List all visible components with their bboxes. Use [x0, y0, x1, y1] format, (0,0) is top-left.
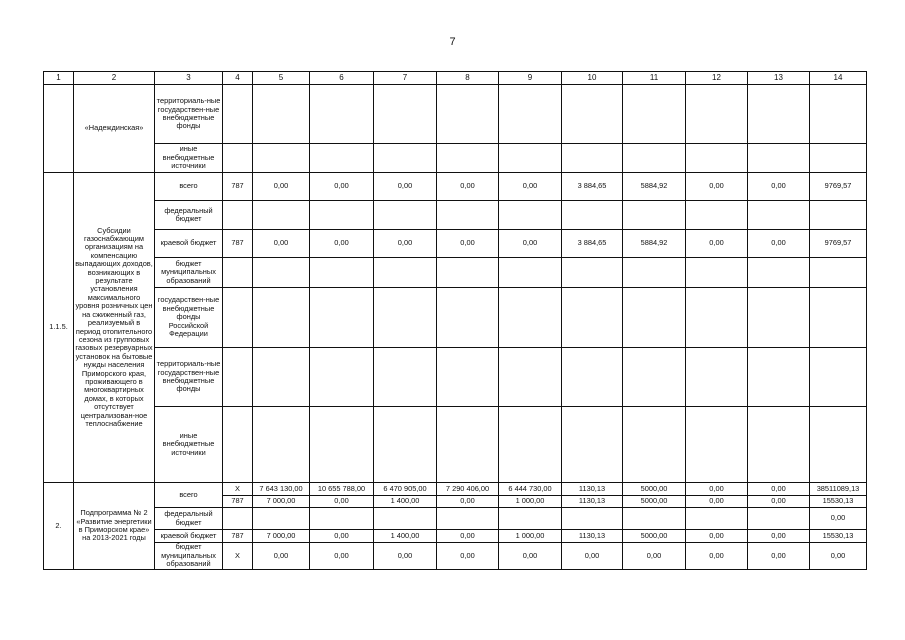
empty-cell — [499, 144, 562, 173]
value-cell-c5 — [253, 508, 310, 530]
header-cell: 14 — [810, 72, 867, 85]
value-cell-c11: 5884,92 — [623, 230, 686, 258]
header-cell: 9 — [499, 72, 562, 85]
value-cell-c6 — [310, 201, 374, 230]
value-cell-c6: 10 655 788,00 — [310, 483, 374, 496]
value-cell-c11: 5884,92 — [623, 173, 686, 201]
value-cell-c14 — [810, 407, 867, 483]
value-cell-c12: 0,00 — [686, 530, 748, 543]
value-cell-c13: 0,00 — [748, 496, 810, 508]
value-cell-c8 — [437, 258, 499, 288]
value-cell-c13: 0,00 — [748, 543, 810, 570]
value-cell-c4 — [223, 508, 253, 530]
value-cell-c12 — [686, 201, 748, 230]
funding-source-cell: краевой бюджет — [155, 530, 223, 543]
value-cell-c13: 0,00 — [748, 483, 810, 496]
empty-cell — [623, 85, 686, 144]
value-cell-c10 — [562, 288, 623, 348]
value-cell-c4 — [223, 288, 253, 348]
funding-source-cell: иные внебюджетные источники — [155, 144, 223, 173]
empty-cell — [310, 85, 374, 144]
table-row — [44, 85, 867, 144]
header-cell: 5 — [253, 72, 310, 85]
value-cell-c14: 15530,13 — [810, 530, 867, 543]
header-cell: 10 — [562, 72, 623, 85]
value-cell-c4 — [223, 201, 253, 230]
value-cell-c12: 0,00 — [686, 173, 748, 201]
row-id-cell — [44, 85, 74, 173]
value-cell-c9: 0,00 — [499, 173, 562, 201]
value-cell-c14 — [810, 258, 867, 288]
table-row — [44, 258, 867, 288]
value-cell-c8: 0,00 — [437, 543, 499, 570]
budget-table — [43, 71, 867, 570]
value-cell-c13 — [748, 407, 810, 483]
section-name-cell: Субсидии газоснабжающим организациям на компенсацию выпадающих доходов, возникающих в результате установления максимального уровня розничных цен на сжиженный газ, реализуемый в период отопительного сезона из групповых газовых резервуарных установок на бытовые нужды населения Приморского края, проживающего в многоквартирных домах, в которых отсутствует централизован-ное теплоснабжение — [74, 173, 155, 483]
empty-cell — [748, 144, 810, 173]
value-cell-c14 — [810, 288, 867, 348]
value-cell-c4 — [223, 258, 253, 288]
page-number: 7 — [449, 36, 456, 48]
table-row — [44, 230, 867, 258]
empty-cell — [253, 144, 310, 173]
value-cell-c13 — [748, 201, 810, 230]
value-cell-c11 — [623, 407, 686, 483]
header-row — [44, 72, 867, 85]
value-cell-c14 — [810, 201, 867, 230]
value-cell-c8: 0,00 — [437, 230, 499, 258]
value-cell-c11 — [623, 348, 686, 407]
value-cell-c14 — [810, 348, 867, 407]
value-cell-c7 — [374, 348, 437, 407]
value-cell-c9: 6 444 730,00 — [499, 483, 562, 496]
value-cell-c9 — [499, 508, 562, 530]
table-row — [44, 348, 867, 407]
value-cell-c10 — [562, 201, 623, 230]
empty-cell — [499, 85, 562, 144]
value-cell-c6: 0,00 — [310, 230, 374, 258]
empty-cell — [810, 85, 867, 144]
empty-cell — [686, 85, 748, 144]
table-row — [44, 543, 867, 570]
value-cell-c9 — [499, 258, 562, 288]
value-cell-c8 — [437, 201, 499, 230]
value-cell-c12 — [686, 508, 748, 530]
table-row — [44, 201, 867, 230]
value-cell-c13 — [748, 258, 810, 288]
value-cell-c5 — [253, 407, 310, 483]
value-cell-c7: 1 400,00 — [374, 530, 437, 543]
value-cell-c7 — [374, 258, 437, 288]
value-cell-c11 — [623, 201, 686, 230]
value-cell-c14: 9769,57 — [810, 230, 867, 258]
value-cell-c5: 7 000,00 — [253, 496, 310, 508]
value-cell-c11: 5000,00 — [623, 483, 686, 496]
value-cell-c9 — [499, 348, 562, 407]
value-cell-c5: 0,00 — [253, 543, 310, 570]
value-cell-c5: 7 643 130,00 — [253, 483, 310, 496]
funding-source-cell: территориаль-ные государствен-ные внебюджетные фонды — [155, 348, 223, 407]
value-cell-c13 — [748, 508, 810, 530]
value-cell-c9 — [499, 201, 562, 230]
value-cell-c5 — [253, 201, 310, 230]
empty-cell — [810, 144, 867, 173]
table-row — [44, 483, 867, 496]
value-cell-c11: 5000,00 — [623, 530, 686, 543]
section-id-cell: 2. — [44, 483, 74, 570]
value-cell-c6 — [310, 258, 374, 288]
value-cell-c4: X — [223, 543, 253, 570]
empty-cell — [223, 85, 253, 144]
funding-source-cell: территориаль-ные государствен-ные внебюджетные фонды — [155, 85, 223, 144]
section-name-cell: Подпрограмма № 2 «Развитие энергетики в Приморском крае» на 2013-2021 годы — [74, 483, 155, 570]
value-cell-c11: 0,00 — [623, 543, 686, 570]
table-body — [44, 72, 867, 570]
empty-cell — [223, 144, 253, 173]
value-cell-c5 — [253, 348, 310, 407]
value-cell-c8 — [437, 407, 499, 483]
value-cell-c14: 0,00 — [810, 543, 867, 570]
empty-cell — [374, 85, 437, 144]
funding-source-cell: всего — [155, 483, 223, 508]
value-cell-c9: 0,00 — [499, 543, 562, 570]
section-id-cell: 1.1.5. — [44, 173, 74, 483]
header-cell: 6 — [310, 72, 374, 85]
empty-cell — [310, 144, 374, 173]
empty-cell — [437, 85, 499, 144]
value-cell-c12 — [686, 288, 748, 348]
value-cell-c8 — [437, 348, 499, 407]
value-cell-c7: 0,00 — [374, 543, 437, 570]
funding-source-cell: бюджет муниципальных образований — [155, 543, 223, 570]
empty-cell — [623, 144, 686, 173]
value-cell-c6: 0,00 — [310, 173, 374, 201]
table-row — [44, 508, 867, 530]
funding-source-cell: федеральный бюджет — [155, 508, 223, 530]
header-cell: 1 — [44, 72, 74, 85]
value-cell-c7: 1 400,00 — [374, 496, 437, 508]
value-cell-c6: 0,00 — [310, 496, 374, 508]
value-cell-c7: 0,00 — [374, 173, 437, 201]
table-row — [44, 530, 867, 543]
value-cell-c6 — [310, 288, 374, 348]
value-cell-c4 — [223, 407, 253, 483]
value-cell-c6 — [310, 407, 374, 483]
value-cell-c8: 0,00 — [437, 496, 499, 508]
value-cell-c4: X — [223, 483, 253, 496]
value-cell-c12 — [686, 348, 748, 407]
value-cell-c10: 1130,13 — [562, 530, 623, 543]
value-cell-c10: 3 884,65 — [562, 230, 623, 258]
value-cell-c13: 0,00 — [748, 173, 810, 201]
value-cell-c5: 0,00 — [253, 230, 310, 258]
empty-cell — [374, 144, 437, 173]
value-cell-c5: 7 000,00 — [253, 530, 310, 543]
value-cell-c6 — [310, 508, 374, 530]
value-cell-c8: 0,00 — [437, 173, 499, 201]
value-cell-c10: 0,00 — [562, 543, 623, 570]
value-cell-c7 — [374, 201, 437, 230]
value-cell-c9: 0,00 — [499, 230, 562, 258]
header-cell: 8 — [437, 72, 499, 85]
funding-source-cell: государствен-ные внебюджетные фонды Российской Федерации — [155, 288, 223, 348]
empty-cell — [562, 144, 623, 173]
header-cell: 12 — [686, 72, 748, 85]
value-cell-c4: 787 — [223, 173, 253, 201]
value-cell-c10: 3 884,65 — [562, 173, 623, 201]
value-cell-c14: 15530,13 — [810, 496, 867, 508]
value-cell-c13 — [748, 288, 810, 348]
value-cell-c11 — [623, 288, 686, 348]
table-row — [44, 288, 867, 348]
value-cell-c8: 0,00 — [437, 530, 499, 543]
header-cell: 13 — [748, 72, 810, 85]
value-cell-c12 — [686, 258, 748, 288]
header-cell: 7 — [374, 72, 437, 85]
value-cell-c4 — [223, 348, 253, 407]
value-cell-c14: 9769,57 — [810, 173, 867, 201]
value-cell-c11: 5000,00 — [623, 496, 686, 508]
value-cell-c10 — [562, 407, 623, 483]
value-cell-c10: 1130,13 — [562, 483, 623, 496]
funding-source-cell: бюджет муниципальных образований — [155, 258, 223, 288]
value-cell-c8: 7 290 406,00 — [437, 483, 499, 496]
table-row — [44, 144, 867, 173]
value-cell-c12: 0,00 — [686, 483, 748, 496]
empty-cell — [686, 144, 748, 173]
value-cell-c7 — [374, 288, 437, 348]
empty-cell — [437, 144, 499, 173]
value-cell-c6 — [310, 348, 374, 407]
value-cell-c10: 1130,13 — [562, 496, 623, 508]
value-cell-c13 — [748, 348, 810, 407]
value-cell-c10 — [562, 258, 623, 288]
value-cell-c7 — [374, 407, 437, 483]
value-cell-c6: 0,00 — [310, 543, 374, 570]
value-cell-c4: 787 — [223, 230, 253, 258]
value-cell-c13: 0,00 — [748, 230, 810, 258]
value-cell-c13: 0,00 — [748, 530, 810, 543]
item-name-cell: «Надеждинская» — [74, 85, 155, 173]
header-cell: 11 — [623, 72, 686, 85]
value-cell-c5 — [253, 288, 310, 348]
header-cell: 2 — [74, 72, 155, 85]
value-cell-c9 — [499, 407, 562, 483]
empty-cell — [748, 85, 810, 144]
value-cell-c12: 0,00 — [686, 496, 748, 508]
empty-cell — [562, 85, 623, 144]
value-cell-c12: 0,00 — [686, 230, 748, 258]
value-cell-c11 — [623, 508, 686, 530]
value-cell-c4: 787 — [223, 530, 253, 543]
value-cell-c5 — [253, 258, 310, 288]
value-cell-c10 — [562, 508, 623, 530]
value-cell-c12 — [686, 407, 748, 483]
empty-cell — [253, 85, 310, 144]
value-cell-c7 — [374, 508, 437, 530]
funding-source-cell: всего — [155, 173, 223, 201]
value-cell-c9: 1 000,00 — [499, 496, 562, 508]
value-cell-c7: 6 470 905,00 — [374, 483, 437, 496]
table-row — [44, 173, 867, 201]
header-cell: 4 — [223, 72, 253, 85]
value-cell-c5: 0,00 — [253, 173, 310, 201]
funding-source-cell: иные внебюджетные источники — [155, 407, 223, 483]
value-cell-c8 — [437, 288, 499, 348]
funding-source-cell: федеральный бюджет — [155, 201, 223, 230]
value-cell-c14: 38511089,13 — [810, 483, 867, 496]
value-cell-c8 — [437, 508, 499, 530]
header-cell: 3 — [155, 72, 223, 85]
value-cell-c6: 0,00 — [310, 530, 374, 543]
value-cell-c10 — [562, 348, 623, 407]
value-cell-c14: 0,00 — [810, 508, 867, 530]
value-cell-c9: 1 000,00 — [499, 530, 562, 543]
value-cell-c7: 0,00 — [374, 230, 437, 258]
value-cell-c4: 787 — [223, 496, 253, 508]
value-cell-c9 — [499, 288, 562, 348]
value-cell-c12: 0,00 — [686, 543, 748, 570]
value-cell-c11 — [623, 258, 686, 288]
table-row — [44, 407, 867, 483]
funding-source-cell: краевой бюджет — [155, 230, 223, 258]
